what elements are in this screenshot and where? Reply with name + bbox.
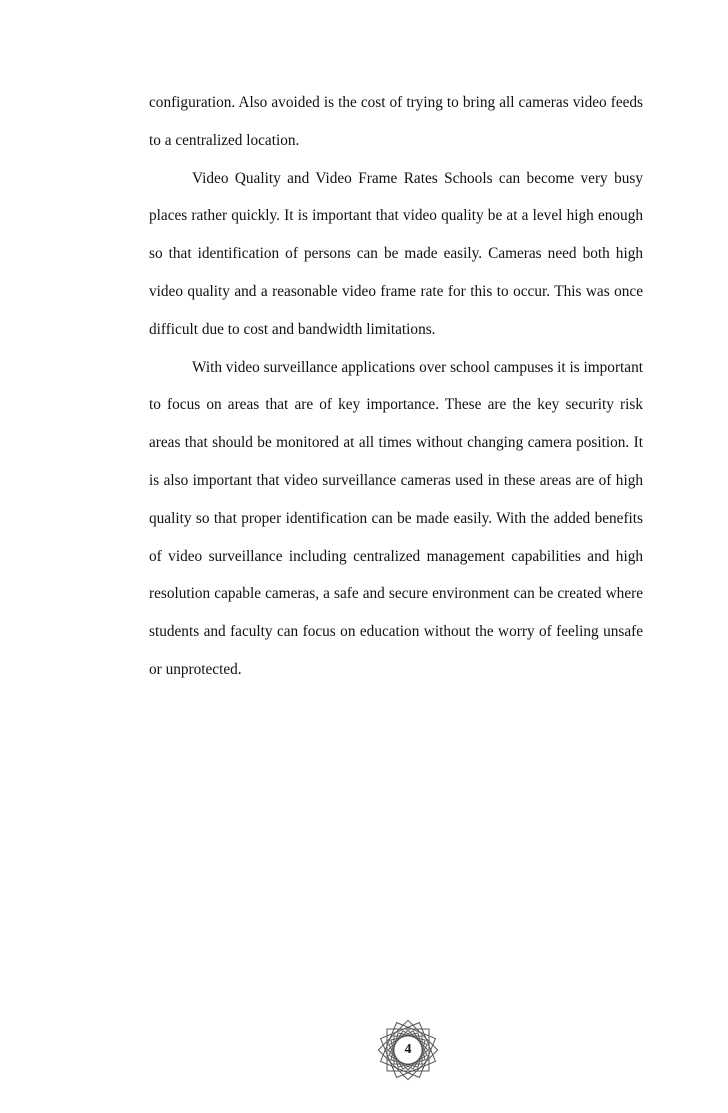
body-text (149, 84, 643, 689)
paragraph-surveillance-applications: With video surveillance applications over school campuses it is important to focus on areas that are of key importance. These are the key security risk areas that should be monitored at all times without changing camera position. It is also important that video surveillance cameras used in these areas are of high quality so that proper identification can be made easily. With the added benefits of video surveillance including centralized management capabilities and high resolution capable cameras, a safe and secure environment can be created where students and faculty can focus on education without the worry of feeling unsafe or unprotected. (149, 358, 643, 678)
paragraph-continuation: configuration. Also avoided is the cost of trying to bring all cameras video feeds to a centralized location. (149, 94, 643, 149)
paragraph-video-quality: Video Quality and Video Frame Rates Schools can become very busy places rather quickly. It is important that video quality be at a level high enough so that identification of persons can be made easily. Cameras need both high video quality and a reasonable video frame rate for this to occur. This was once difficult due to cost and bandwidth limitations. (149, 169, 643, 338)
page-number-badge (375, 1017, 441, 1083)
page-number: 4 (404, 1042, 412, 1057)
